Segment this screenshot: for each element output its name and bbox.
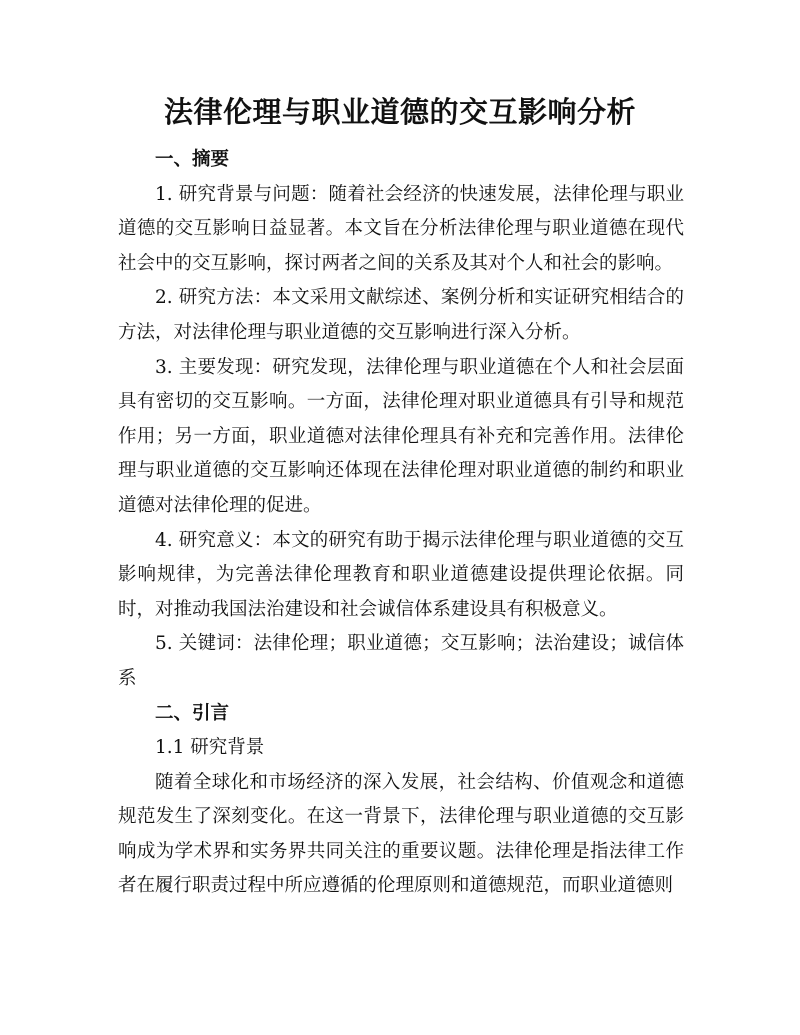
section-heading-abstract: 一、摘要 <box>155 149 230 170</box>
document-body <box>118 143 684 904</box>
paragraph-main-findings: 3. 主要发现：研究发现，法律伦理与职业道德在个人和社会层面具有密切的交互影响。一方面，法律伦理对职业道德具有引导和规范作用；另一方面，职业道德对法律伦理具有补充和完善作用。法律伦理与职业道德的交互影响还体现在法律伦理对职业道德的制约和职业道德对法律伦理的促进。 <box>118 356 684 516</box>
paragraph-research-significance: 4. 研究意义：本文的研究有助于揭示法律伦理与职业道德的交互影响规律，为完善法律伦理教育和职业道德建设提供理论依据。同时，对推动我国法治建设和社会诚信体系建设具有积极意义。 <box>118 529 684 620</box>
paragraph-keywords: 5. 关键词：法律伦理；职业道德；交互影响；法治建设；诚信体系 <box>118 633 684 689</box>
paragraph-background-body: 随着全球化和市场经济的深入发展，社会结构、价值观念和道德规范发生了深刻变化。在这一背景下，法律伦理与职业道德的交互影响成为学术界和实务界共同关注的重要议题。法律伦理是指法律工作者在履行职责过程中所应遵循的伦理原则和道德规范，而职业道德则 <box>118 771 684 897</box>
paragraph-research-background: 1. 研究背景与问题：随着社会经济的快速发展，法律伦理与职业道德的交互影响日益显著。本文旨在分析法律伦理与职业道德在现代社会中的交互影响，探讨两者之间的关系及其对个人和社会的影响。 <box>118 183 684 274</box>
paragraph-research-method: 2. 研究方法：本文采用文献综述、案例分析和实证研究相结合的方法，对法律伦理与职业道德的交互影响进行深入分析。 <box>118 287 684 343</box>
subsection-heading-background: 1.1 研究背景 <box>155 737 265 759</box>
section-heading-introduction: 二、引言 <box>155 702 230 724</box>
document-title: 法律伦理与职业道德的交互影响分析 <box>163 95 636 129</box>
